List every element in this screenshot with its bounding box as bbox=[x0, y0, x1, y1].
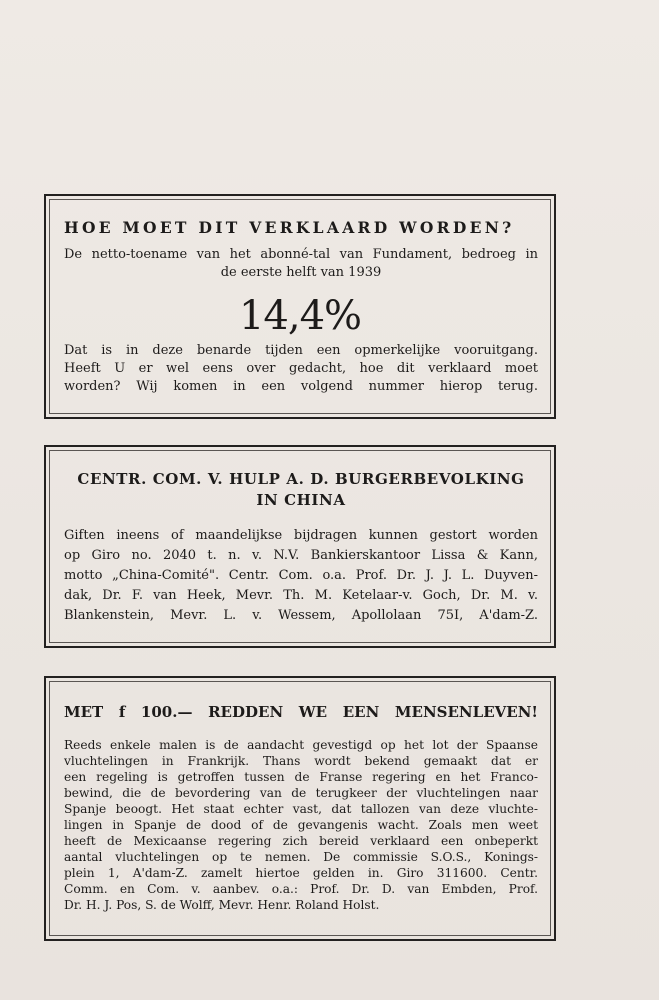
notice-spanish-refugees bbox=[44, 676, 556, 941]
notice-heading-line-2: IN CHINA bbox=[256, 491, 346, 509]
body-line-11: Dr. H. J. Pos, S. de Wolff, Mevr. Henr. Roland Holst. bbox=[64, 898, 380, 912]
body-line-2: op Giro no. 2040 t. n. v. N.V. Bankierskantoor Lissa & Kann, bbox=[64, 548, 538, 563]
notice-china-relief bbox=[44, 445, 556, 648]
body-line-5: Spanje beoogt. Het staat echter vast, dat tallozen van deze vluchte- bbox=[64, 802, 538, 816]
body-line-9: plein 1, A'dam-Z. zamelt hiertoe gelden in. Giro 311600. Centr. bbox=[64, 866, 538, 880]
body-line-3: motto „China-Comité". Centr. Com. o.a. Prof. Dr. J. J. L. Duyven- bbox=[64, 568, 538, 583]
body-line-3: een regeling is getroffen tussen de Franse regering en het Franco- bbox=[64, 770, 538, 784]
body-line-4: dak, Dr. F. van Heek, Mevr. Th. M. Ketelaar-v. Goch, Dr. M. v. bbox=[64, 588, 538, 603]
body-line-2: Heeft U er wel eens over gedacht, hoe dit verklaard moet bbox=[64, 361, 538, 376]
body-line-1: Giften ineens of maandelijkse bijdragen kunnen gestort worden bbox=[64, 528, 538, 543]
intro-line-2: de eerste helft van 1939 bbox=[220, 265, 382, 280]
body-line-2: vluchtelingen in Frankrijk. Thans wordt bekend gemaakt dat er bbox=[64, 754, 538, 768]
notice-heading: MET f 100.— REDDEN WE EEN MENSENLEVEN! bbox=[64, 703, 538, 721]
notice-heading-line-1: CENTR. COM. V. HULP A. D. BURGERBEVOLKING bbox=[77, 470, 525, 488]
body-line-8: aantal vluchtelingen op te nemen. De commissie S.O.S., Konings- bbox=[64, 850, 538, 864]
body-line-7: heeft de Mexicaanse regering zich bereid verklaard een onbeperkt bbox=[64, 834, 538, 848]
body-line-10: Comm. en Com. v. aanbev. o.a.: Prof. Dr. D. van Embden, Prof. bbox=[64, 882, 538, 896]
body-line-5: Blankenstein, Mevr. L. v. Wessem, Apollolaan 75I, A'dam-Z. bbox=[64, 608, 538, 623]
notice-fundament-subscriptions bbox=[44, 194, 556, 419]
body-line-6: lingen in Spanje de dood of de gevangenis wacht. Zoals men weet bbox=[64, 818, 538, 832]
intro-line-1: De netto-toename van het abonné-tal van Fundament, bedroeg in bbox=[64, 247, 538, 262]
percentage-figure: 14,4% bbox=[238, 293, 362, 339]
body-line-4: bewind, die de bevordering van de terugkeer der vluchtelingen naar bbox=[64, 786, 538, 800]
body-line-1: Reeds enkele malen is de aandacht gevestigd op het lot der Spaanse bbox=[64, 738, 538, 752]
notice-heading: HOE MOET DIT VERKLAARD WORDEN? bbox=[64, 218, 515, 237]
body-line-1: Dat is in deze benarde tijden een opmerkelijke vooruitgang. bbox=[64, 343, 538, 358]
body-line-3: worden? Wij komen in een volgend nummer hierop terug. bbox=[64, 379, 538, 394]
